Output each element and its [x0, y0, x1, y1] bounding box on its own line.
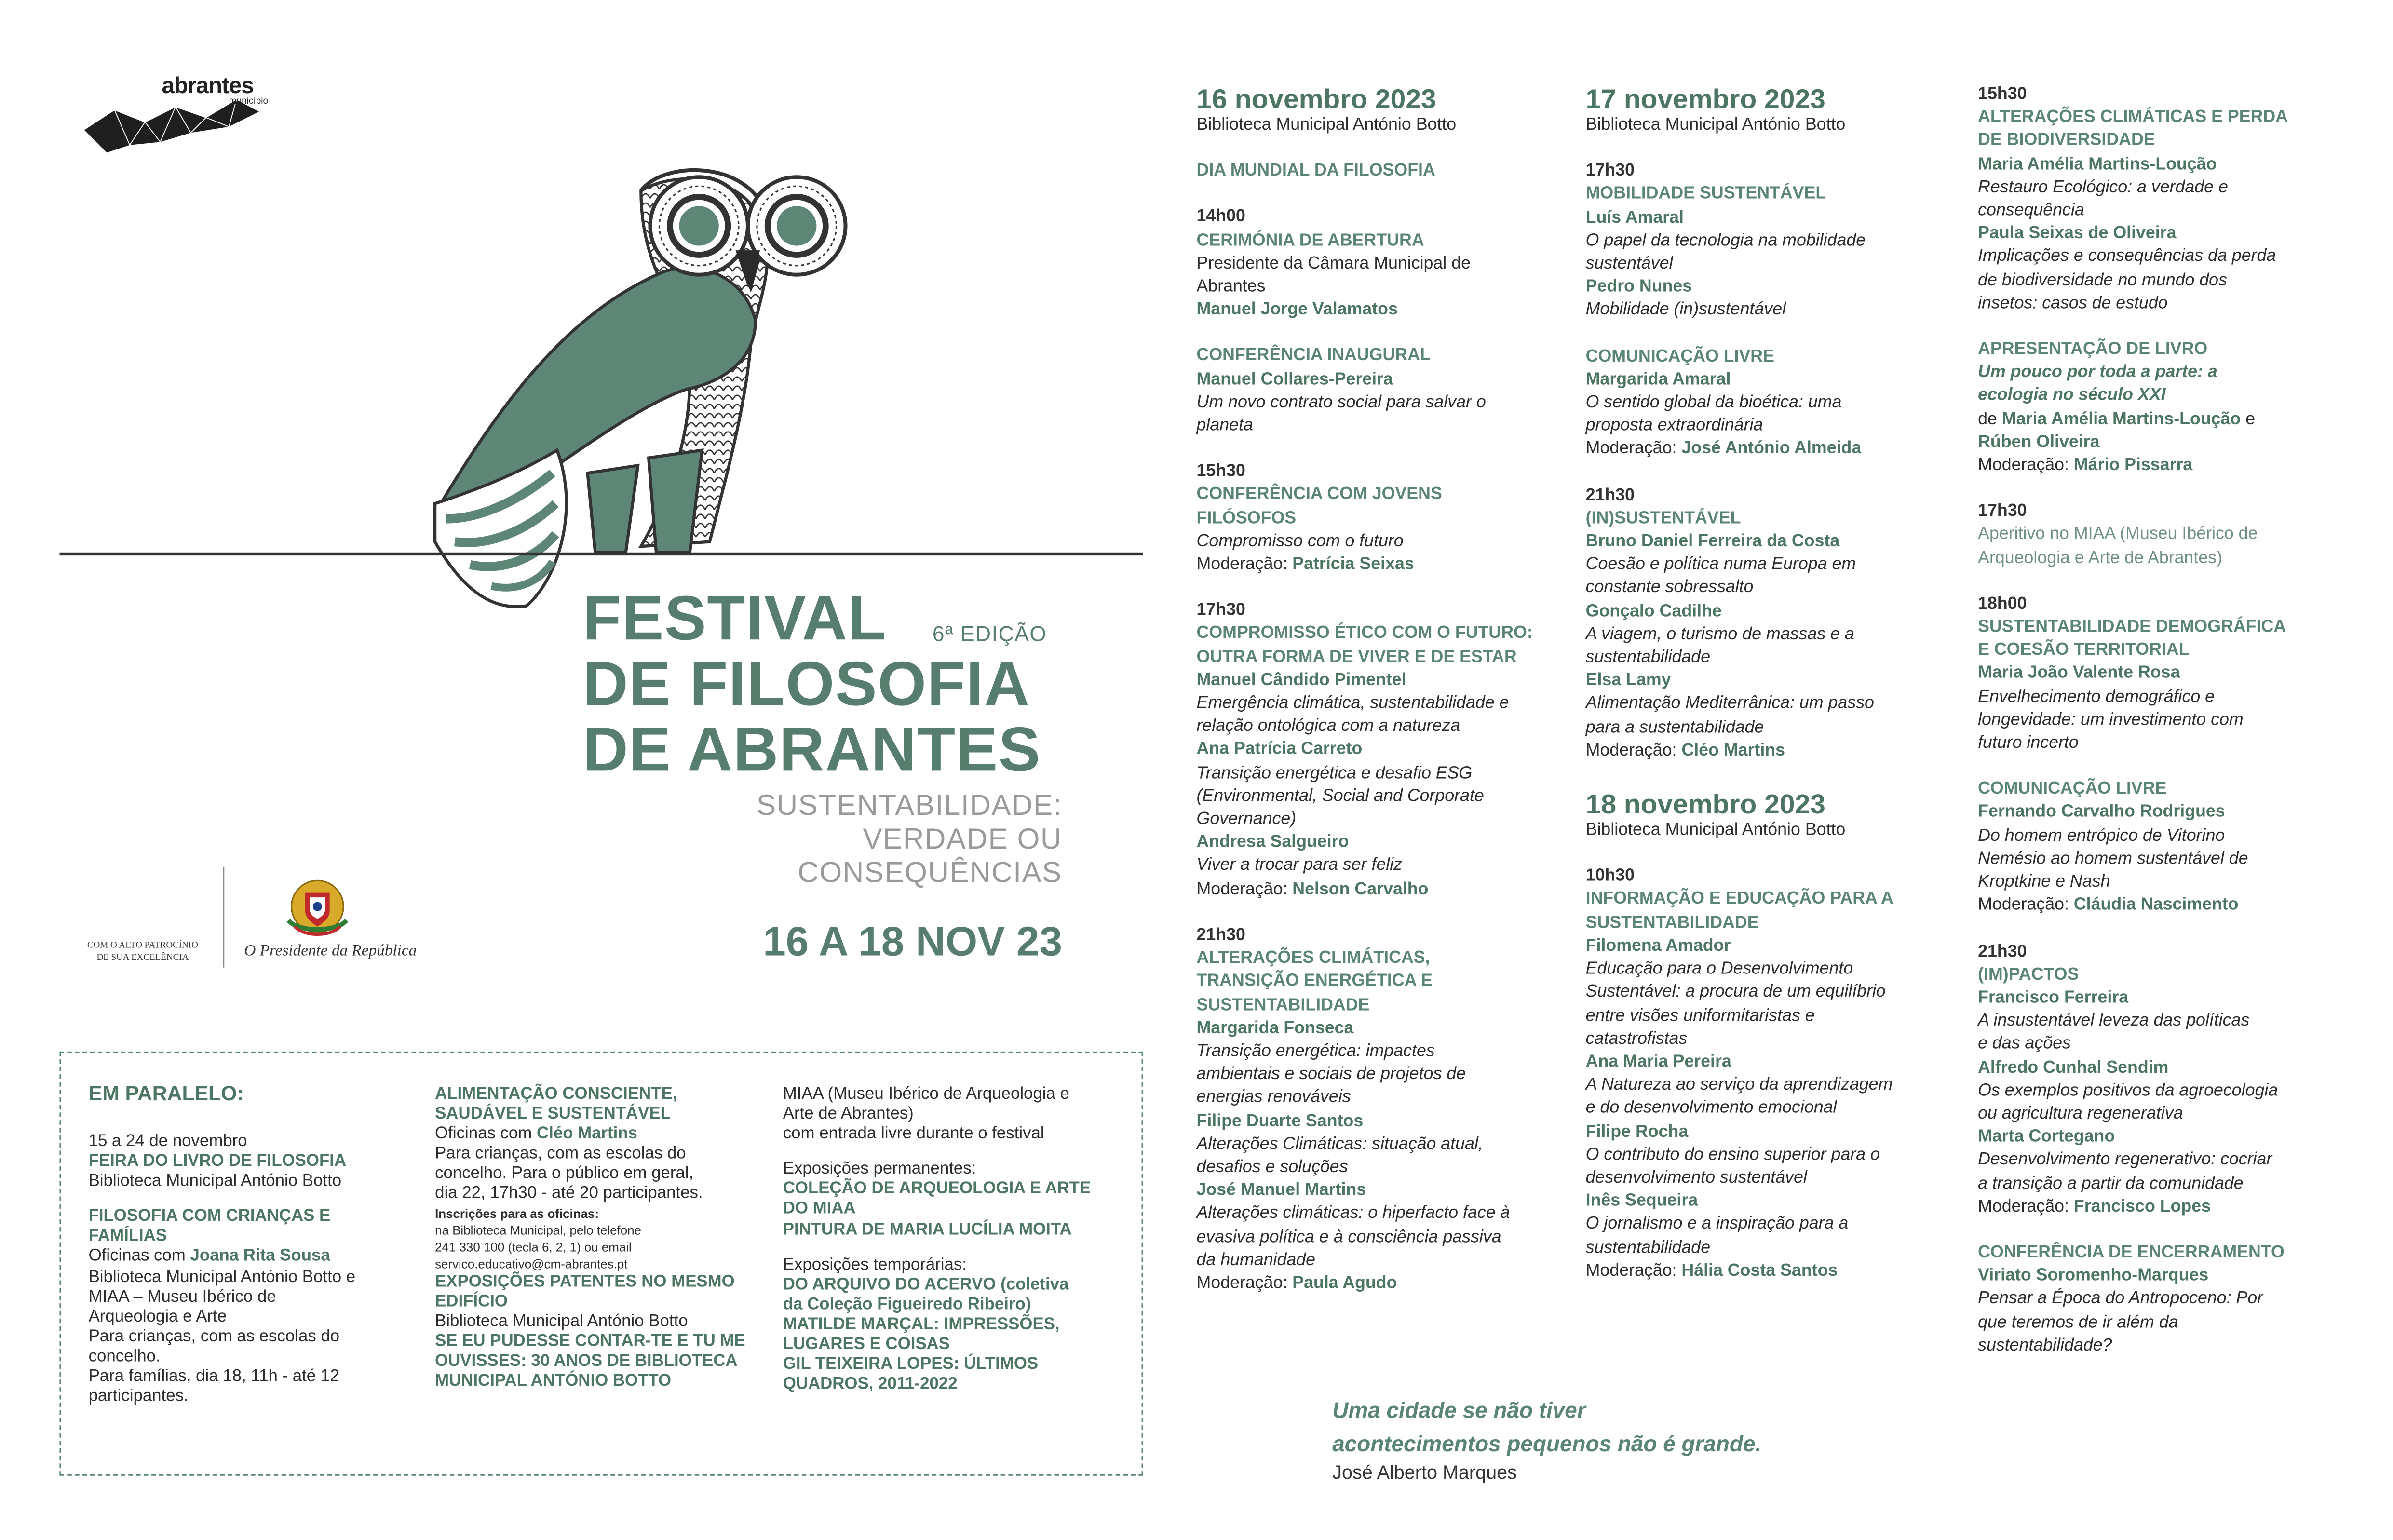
parallel-col-2 — [435, 1085, 745, 1392]
text-line: Para crianças, com as escolas do — [88, 1327, 340, 1346]
text-line: Moderação: Cláudia Nascimento — [1978, 896, 2239, 915]
talk-title: O sentido global da bioética: uma — [1585, 393, 1842, 412]
text-line: concelho. — [88, 1347, 161, 1366]
text-line: Oficinas com Cléo Martins — [435, 1125, 637, 1144]
patronage-divider — [223, 867, 224, 968]
session-title: DE BIODIVERSIDADE — [1978, 132, 2155, 150]
text-line: concelho. Para o público em geral, — [435, 1165, 694, 1184]
spacer — [783, 1145, 1091, 1161]
coat-of-arms-icon — [283, 875, 353, 939]
speaker-name: Maria Amélia Martins-Loução — [1978, 155, 2217, 174]
spacer — [1197, 184, 1533, 206]
talk-title: Transição energética e desafio ESG — [1196, 764, 1473, 783]
text-line: Exposições permanentes: — [783, 1160, 976, 1179]
text-line: Moderação: Paula Agudo — [1196, 1274, 1397, 1293]
text-line: Arte de Abrantes) — [783, 1105, 914, 1123]
spacer — [1197, 577, 1533, 600]
perch-line — [59, 553, 1143, 555]
speaker-name: Margarida Fonseca — [1196, 1019, 1354, 1038]
spacer — [1197, 323, 1533, 345]
spacer — [1978, 478, 2288, 500]
talk-title: Alimentação Mediterrânica: um passo — [1585, 695, 1874, 714]
festival-subtitle — [672, 791, 1062, 892]
text-suffix: e — [2241, 410, 2256, 429]
spacer — [783, 1240, 1091, 1256]
spacer — [1978, 316, 2288, 338]
highlight-name: Francisco Lopes — [2073, 1197, 2211, 1216]
talk-title: e do desenvolvimento emocional — [1585, 1099, 1837, 1118]
talk-title: A Natureza ao serviço da aprendizagem — [1585, 1076, 1893, 1094]
talk-title: Educação para o Desenvolvimento — [1585, 960, 1853, 979]
spacer — [1197, 902, 1533, 924]
text-line: dia 22, 17h30 - até 20 participantes. — [435, 1185, 703, 1203]
talk-title: Restauro Ecológico: a verdade e — [1978, 178, 2228, 197]
speaker-name: Filomena Amador — [1585, 937, 1731, 956]
talk-title: que teremos de ir além da — [1978, 1313, 2178, 1332]
event-title: OUVISSES: 30 ANOS DE BIBLIOTECA — [435, 1352, 738, 1371]
small-note: 241 330 100 (tecla 6, 2, 1) ou email — [435, 1240, 632, 1254]
talk-title: O jornalismo e a inspiração para a — [1585, 1215, 1849, 1234]
spacer — [1978, 570, 2288, 593]
talk-title: Envelhecimento demográfico e — [1978, 688, 2215, 706]
text-line: Moderação: Mário Pissarra — [1978, 456, 2193, 475]
text-line: Biblioteca Municipal António Botto — [88, 1172, 342, 1191]
quote-line-1: Uma cidade se não tiver — [1332, 1399, 1586, 1424]
festival-title — [583, 583, 1041, 784]
event-title: MUNICIPAL ANTÓNIO BOTTO — [435, 1372, 672, 1391]
spacer — [89, 1192, 356, 1208]
talk-title: planeta — [1196, 417, 1253, 435]
speaker-name: Filipe Rocha — [1585, 1122, 1689, 1141]
owl-eyes-icon — [638, 171, 852, 293]
talk-title: entre visões uniformitaristas e — [1585, 1006, 1815, 1025]
session-title: E COESÃO TERRITORIAL — [1978, 641, 2190, 660]
spacer — [1197, 138, 1533, 161]
speaker-name: Ana Maria Pereira — [1585, 1053, 1731, 1071]
text-line: Biblioteca Municipal António Botto — [435, 1312, 688, 1331]
small-note: na Biblioteca Municipal, pelo telefone — [435, 1223, 641, 1237]
speaker-name: Francisco Ferreira — [1978, 988, 2129, 1007]
talk-title: sustentável — [1585, 255, 1673, 273]
speaker-name: Rúben Oliveira — [1978, 433, 2100, 452]
talk-title: e das ações — [1978, 1035, 2071, 1054]
event-title: FEIRA DO LIVRO DE FILOSOFIA — [88, 1152, 347, 1171]
session-title: CONFERÊNCIA DE ENCERRAMENTO — [1978, 1243, 2285, 1262]
speaker-name: Viriato Soromenho-Marques — [1978, 1267, 2209, 1285]
speaker-name: Elsa Lamy — [1585, 672, 1671, 690]
talk-title: Pensar a Época do Antropoceno: Por — [1978, 1290, 2263, 1309]
spacer — [1978, 1219, 2288, 1242]
talk-title: consequência — [1978, 201, 2084, 220]
text-line: Moderação: Cléo Martins — [1585, 741, 1785, 760]
text-line: Moderação: Francisco Lopes — [1978, 1197, 2211, 1216]
text-line: Moderação: Nelson Carvalho — [1196, 880, 1429, 899]
text-line: participantes. — [88, 1387, 189, 1406]
talk-title: ou agricultura regenerativa — [1978, 1105, 2183, 1123]
event-title: PINTURA DE MARIA LUCÍLIA MOITA — [783, 1220, 1072, 1239]
spacer — [1586, 323, 1893, 346]
talk-title: O papel da tecnologia na mobilidade — [1585, 231, 1866, 250]
session-time: 21h30 — [1978, 942, 2027, 961]
highlight-name: Patrícia Seixas — [1292, 555, 1414, 574]
day-heading: 16 novembro 2023 — [1196, 84, 1436, 115]
parallel-col-3 — [783, 1085, 1091, 1395]
talk-title: sustentabilidade — [1585, 1238, 1711, 1257]
day-heading: 17 novembro 2023 — [1585, 84, 1825, 115]
text-line: Biblioteca Municipal António Botto — [1585, 821, 1846, 840]
text-line: de Maria Amélia Martins-Loução e — [1978, 410, 2256, 429]
talk-title: Os exemplos positivos da agroecologia — [1978, 1081, 2278, 1100]
talk-title: desenvolvimento sustentável — [1585, 1169, 1807, 1188]
event-note: Arqueologia e Arte de Abrantes) — [1978, 549, 2223, 567]
parallel-col-1 — [89, 1117, 356, 1407]
talk-title: longevidade: um investimento com — [1978, 711, 2244, 729]
talk-title: relação ontológica com a natureza — [1196, 717, 1460, 736]
parallel-heading: EM PARALELO: — [88, 1082, 244, 1105]
highlight-name: Cláudia Nascimento — [2073, 896, 2239, 915]
event-note: Aperitivo no MIAA (Museu Ibérico de — [1978, 526, 2258, 544]
session-title: APRESENTAÇÃO DE LIVRO — [1978, 340, 2208, 359]
highlight-name: Maria Amélia Martins-Loução — [2001, 410, 2241, 429]
event-title: MATILDE MARÇAL: IMPRESSÕES, — [783, 1315, 1060, 1334]
title-line-3: DE ABRANTES — [583, 714, 1041, 784]
event-title: LUGARES E COISAS — [783, 1335, 950, 1354]
highlight-name: José António Almeida — [1681, 440, 1862, 459]
talk-title: Transição energética: impactes — [1196, 1042, 1435, 1061]
speaker-name: José Manuel Martins — [1196, 1181, 1366, 1200]
highlight-name: Mário Pissarra — [2073, 456, 2193, 475]
session-title: TRANSIÇÃO ENERGÉTICA E — [1196, 973, 1433, 991]
speaker-name: Marta Cortegano — [1978, 1128, 2115, 1147]
program-day-16 — [1197, 84, 1533, 1296]
session-title: SUSTENTABILIDADE — [1585, 913, 1759, 932]
speaker-name: Gonçalo Cadilhe — [1585, 602, 1722, 621]
speaker-name: Manuel Cândido Pimentel — [1196, 671, 1406, 690]
session-title: SUSTENTABILIDADE DEMOGRÁFICA — [1978, 618, 2286, 637]
text-line: Moderação: Patrícia Seixas — [1196, 555, 1414, 574]
session-title: DIA MUNDIAL DA FILOSOFIA — [1196, 162, 1435, 181]
text-line: Biblioteca Municipal António Botto e — [88, 1267, 356, 1286]
session-time: 14h00 — [1196, 208, 1245, 227]
speaker-name: Bruno Daniel Ferreira da Costa — [1585, 532, 1840, 551]
subtitle-line-3: CONSEQUÊNCIAS — [798, 857, 1062, 890]
session-title: COMPROMISSO ÉTICO COM O FUTURO: — [1196, 625, 1533, 643]
session-time: 17h30 — [1585, 162, 1635, 181]
talk-title: Emergência climática, sustentabilidade e — [1196, 694, 1509, 713]
talk-title: Alterações Climáticas: situação atual, — [1196, 1135, 1483, 1154]
talk-title: catastrofistas — [1585, 1029, 1688, 1048]
spacer — [1586, 138, 1893, 161]
talk-title: Mobilidade (in)sustentável — [1585, 301, 1786, 320]
speaker-name: Filipe Duarte Santos — [1196, 1111, 1364, 1130]
spacer — [1197, 438, 1533, 461]
patronage-text — [85, 940, 200, 965]
speaker-name: Manuel Jorge Valamatos — [1196, 301, 1398, 320]
speaker-name: Ana Patrícia Carreto — [1196, 741, 1363, 759]
session-title: COMUNICAÇÃO LIVRE — [1978, 780, 2167, 799]
session-title: CERIMÓNIA DE ABERTURA — [1196, 231, 1424, 250]
talk-title: desafios e soluções — [1196, 1158, 1348, 1177]
talk-title: Do homem entrópico de Vitorino — [1978, 826, 2225, 845]
text-line: com entrada livre durante o festival — [783, 1125, 1044, 1144]
session-title: COMUNICAÇÃO LIVRE — [1585, 347, 1774, 366]
session-title: OUTRA FORMA DE VIVER E DE ESTAR — [1196, 648, 1517, 667]
event-title: DO ARQUIVO DO ACERVO (coletiva — [783, 1275, 1069, 1294]
talk-title: Desenvolvimento regenerativo: cocriar — [1978, 1151, 2272, 1170]
talk-title: de biodiversidade no mundo dos — [1978, 271, 2227, 290]
quote — [1332, 1395, 1761, 1462]
session-time: 18h00 — [1978, 594, 2027, 613]
session-title: SUSTENTABILIDADE — [1196, 996, 1370, 1014]
event-title: EXPOSIÇÕES PATENTES NO MESMO — [435, 1272, 735, 1291]
program-day-17-18 — [1586, 84, 1893, 1283]
spacer — [89, 1117, 356, 1133]
speaker-name: Margarida Amaral — [1585, 370, 1731, 389]
text-line: Abrantes — [1196, 278, 1266, 297]
text-line: MIAA (Museu Ibérico de Arqueologia e — [783, 1085, 1069, 1104]
event-title: FILOSOFIA COM CRIANÇAS E — [88, 1207, 331, 1226]
small-note-title: Inscrições para as oficinas: — [435, 1206, 599, 1220]
subtitle-line-2: VERDADE OU — [863, 824, 1062, 856]
session-title: CONFERÊNCIA INAUGURAL — [1196, 347, 1431, 365]
talk-title: a transição a partir da comunidade — [1978, 1174, 2244, 1193]
subtitle-line-1: SUSTENTABILIDADE: — [756, 790, 1062, 823]
spacer — [1586, 763, 1893, 789]
speaker-name: Inês Sequeira — [1585, 1192, 1698, 1211]
title-line-2: DE FILOSOFIA — [583, 648, 1030, 719]
session-title: CONFERÊNCIA COM JOVENS — [1196, 486, 1442, 504]
small-note: servico.educativo@cm-abrantes.pt — [435, 1256, 628, 1271]
talk-title: ambientais e sociais de projetos de — [1196, 1065, 1466, 1084]
session-title: FILÓSOFOS — [1196, 509, 1297, 528]
speaker-name: Paula Seixas de Oliveira — [1978, 224, 2177, 243]
talk-title: Compromisso com o futuro — [1196, 532, 1404, 551]
text-line: Exposições temporárias: — [783, 1255, 967, 1274]
talk-title: Um novo contrato social para salvar o — [1196, 393, 1486, 412]
book-title: ecologia no século XXI — [1978, 387, 2166, 405]
logo-sub: município — [229, 97, 269, 107]
patronage-line-1: COM O ALTO PATROCÍNIO — [87, 941, 198, 951]
patronage-line-2: DE SUA EXCELÊNCIA — [96, 954, 189, 963]
talk-title: Kroptkine e Nash — [1978, 873, 2110, 892]
talk-title: Governance) — [1196, 810, 1297, 829]
talk-title: evasiva política e à consciência passiva — [1196, 1228, 1501, 1246]
talk-title: A viagem, o turismo de massas e a — [1585, 625, 1854, 644]
talk-title: Viver a trocar para ser feliz — [1196, 857, 1403, 876]
talk-title: da humanidade — [1196, 1251, 1316, 1270]
text-line: Para crianças, com as escolas do — [435, 1145, 686, 1163]
session-title: (IN)SUSTENTÁVEL — [1585, 509, 1741, 528]
highlight-name: Hália Costa Santos — [1681, 1261, 1838, 1280]
event-title: FAMÍLIAS — [88, 1228, 167, 1246]
session-time: 17h30 — [1978, 502, 2027, 521]
talk-title: Alterações climáticas: o hiperfacto face à — [1196, 1204, 1510, 1223]
speaker-name: Andresa Salgueiro — [1196, 834, 1349, 852]
text-line: Biblioteca Municipal António Botto — [1196, 116, 1457, 135]
session-title: ALTERAÇÕES CLIMÁTICAS E PERDA — [1978, 108, 2288, 127]
session-title: MOBILIDADE SUSTENTÁVEL — [1585, 185, 1826, 204]
text-line: 15 a 24 de novembro — [88, 1132, 247, 1151]
speaker-name: Fernando Carvalho Rodrigues — [1978, 803, 2225, 822]
talk-title: Sustentável: a procura de um equilíbrio — [1585, 983, 1886, 1002]
highlight-name: Cléo Martins — [1681, 741, 1785, 760]
event-title: da Coleção Figueiredo Ribeiro) — [783, 1295, 1031, 1314]
speaker-name: Alfredo Cunhal Sendim — [1978, 1058, 2169, 1077]
text-line: Arqueologia e Arte — [88, 1307, 227, 1326]
session-time: 15h30 — [1196, 462, 1245, 481]
speaker-name: Luís Amaral — [1585, 208, 1684, 227]
session-title: ALTERAÇÕES CLIMÁTICAS, — [1196, 949, 1430, 968]
talk-title: O contributo do ensino superior para o — [1585, 1146, 1880, 1164]
spacer — [1586, 462, 1893, 485]
text-line: Para famílias, dia 18, 11h - até 12 — [88, 1367, 339, 1386]
text-line: Biblioteca Municipal António Botto — [1585, 116, 1846, 135]
parallel-events-box — [59, 1052, 1143, 1476]
talk-title: Nemésio ao homem sustentável de — [1978, 850, 2248, 868]
highlight-name: Nelson Carvalho — [1292, 880, 1429, 899]
logo-name: abrantes — [162, 73, 254, 99]
session-time: 10h30 — [1585, 867, 1635, 886]
highlight-name: Cléo Martins — [537, 1125, 637, 1144]
session-title: INFORMAÇÃO E EDUCAÇÃO PARA A — [1585, 890, 1893, 909]
event-title: SAUDÁVEL E SUSTENTÁVEL — [435, 1105, 671, 1123]
festival-dates: 16 A 18 NOV 23 — [763, 919, 1062, 965]
program-day-18-cont — [1978, 84, 2288, 1358]
spacer — [1978, 918, 2288, 941]
session-time: 21h30 — [1585, 486, 1635, 505]
talk-title: Coesão e política numa Europa em — [1585, 555, 1856, 574]
event-title: GIL TEIXEIRA LOPES: ÚLTIMOS — [783, 1355, 1039, 1374]
talk-title: Implicações e consequências da perda — [1978, 248, 2276, 267]
quote-author: José Alberto Marques — [1332, 1462, 1517, 1484]
event-title: SE EU PUDESSE CONTAR-TE E TU ME — [435, 1332, 745, 1351]
talk-title: sustentabilidade? — [1978, 1336, 2112, 1355]
talk-title: (Environmental, Social and Corporate — [1196, 787, 1484, 806]
speaker-name: Manuel Collares-Pereira — [1196, 370, 1393, 389]
speaker-name: Pedro Nunes — [1585, 278, 1692, 297]
book-title: Um pouco por toda a parte: a — [1978, 364, 2217, 382]
session-time: 21h30 — [1196, 926, 1245, 945]
event-title: COLEÇÃO DE ARQUEOLOGIA E ARTE — [783, 1180, 1091, 1199]
text-line: Oficinas com Joana Rita Sousa — [88, 1247, 330, 1266]
edition-label: 6ª EDIÇÃO — [932, 621, 1047, 646]
event-title: EDIFÍCIO — [435, 1292, 508, 1310]
text-line: Presidente da Câmara Municipal de — [1196, 254, 1471, 273]
speaker-name: Maria João Valente Rosa — [1978, 664, 2180, 683]
text-line: Moderação: Hália Costa Santos — [1585, 1261, 1838, 1280]
event-title: QUADROS, 2011-2022 — [783, 1375, 958, 1394]
talk-title: sustentabilidade — [1585, 648, 1711, 667]
talk-title: futuro incerto — [1978, 734, 2079, 753]
spacer — [1978, 756, 2288, 779]
title-line-1: FESTIVAL — [583, 583, 887, 653]
session-title: (IM)PACTOS — [1978, 965, 2079, 984]
talk-title: para a sustentabilidade — [1585, 718, 1764, 737]
president-label: O Presidente da República — [244, 943, 417, 960]
text-line: MIAA – Museu Ibérico de — [88, 1287, 276, 1306]
talk-title: energias renováveis — [1196, 1088, 1351, 1107]
highlight-name: Joana Rita Sousa — [190, 1247, 330, 1266]
quote-line-2: acontecimentos pequenos não é grande. — [1332, 1433, 1762, 1458]
text-line: Moderação: José António Almeida — [1585, 440, 1862, 459]
day-heading: 18 novembro 2023 — [1585, 789, 1825, 820]
spacer — [1586, 843, 1893, 865]
highlight-name: Paula Agudo — [1292, 1274, 1397, 1293]
session-time: 17h30 — [1196, 601, 1245, 620]
session-time: 15h30 — [1978, 85, 2027, 104]
event-title: DO MIAA — [783, 1200, 856, 1219]
event-title: ALIMENTAÇÃO CONSCIENTE, — [435, 1085, 677, 1104]
talk-title: proposta extraordinária — [1585, 417, 1763, 435]
talk-title: A insustentável leveza das políticas — [1978, 1012, 2250, 1030]
talk-title: insetos: casos de estudo — [1978, 294, 2168, 313]
talk-title: constante sobressalto — [1585, 579, 1754, 598]
